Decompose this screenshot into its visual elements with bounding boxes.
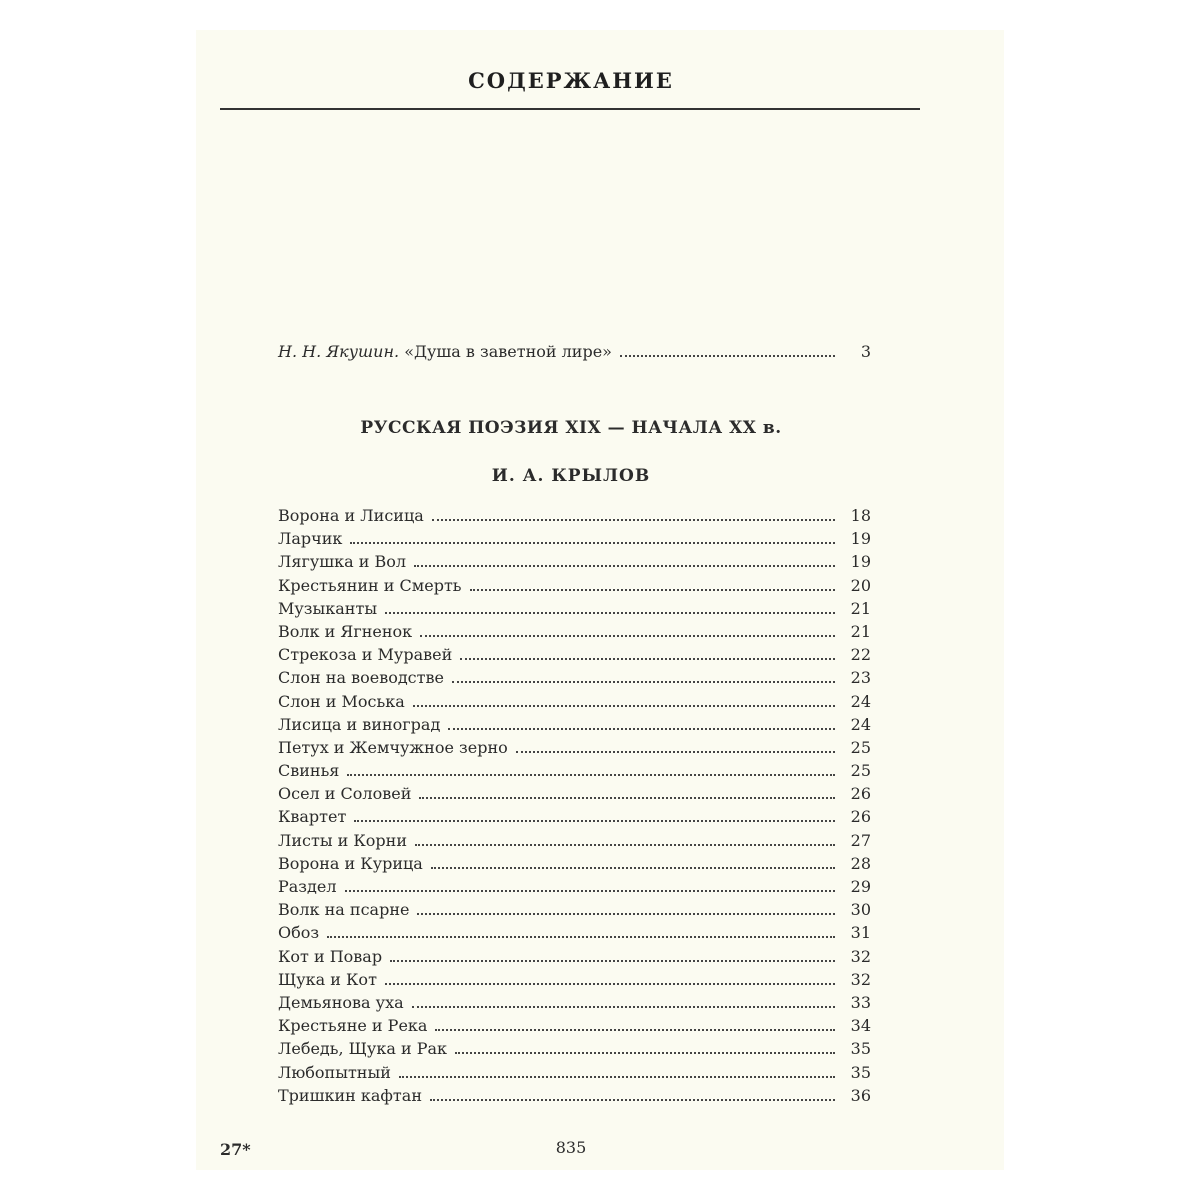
toc-entry-page: 25 — [850, 761, 871, 781]
toc-entry — [278, 1014, 871, 1037]
toc-entry-title: Демьянова уха — [278, 992, 404, 1012]
toc-entry-page: 30 — [850, 900, 871, 920]
dot-leader — [350, 542, 835, 544]
dot-leader — [435, 1029, 835, 1031]
toc-list — [278, 504, 871, 1107]
toc-entry — [278, 643, 871, 666]
toc-entry-page: 28 — [850, 853, 871, 873]
intro-author: Н. Н. Якушин. — [278, 342, 400, 361]
toc-entry — [278, 1037, 871, 1060]
dot-leader — [432, 519, 835, 521]
dot-leader — [413, 705, 835, 707]
toc-entry-title: Музыканты — [278, 598, 378, 618]
toc-entry-page: 36 — [850, 1085, 871, 1105]
toc-entry-title: Кот и Повар — [278, 946, 383, 966]
dot-leader — [354, 820, 835, 822]
dot-leader — [399, 1076, 835, 1078]
dot-leader — [414, 565, 835, 567]
dot-leader — [390, 960, 835, 962]
toc-entry-page: 35 — [850, 1039, 871, 1059]
toc-entry-title: Лисица и виноград — [278, 714, 441, 734]
toc-entry-page: 24 — [850, 714, 871, 734]
toc-entry-page: 32 — [850, 969, 871, 989]
toc-entry — [278, 574, 871, 597]
dot-leader — [420, 635, 835, 637]
toc-entry-page: 33 — [850, 992, 871, 1012]
title-divider — [220, 108, 920, 110]
toc-entry-page: 35 — [850, 1062, 871, 1082]
toc-entry — [278, 1061, 871, 1084]
toc-entry-title: Слон и Моська — [278, 691, 405, 711]
intro-page-number: 3 — [860, 342, 871, 361]
dot-leader — [455, 1052, 835, 1054]
toc-entry-page: 26 — [850, 807, 871, 827]
toc-entry — [278, 550, 871, 573]
dot-leader — [415, 844, 835, 846]
page-number: 835 — [555, 1138, 587, 1157]
toc-entry-title: Лягушка и Вол — [278, 552, 407, 572]
toc-entry-page: 19 — [850, 552, 871, 572]
toc-entry-page: 22 — [850, 645, 871, 665]
toc-entry-title: Раздел — [278, 877, 337, 896]
toc-entry — [278, 898, 871, 921]
dot-leader — [385, 983, 835, 985]
toc-entry — [278, 782, 871, 805]
dot-leader — [448, 728, 835, 730]
toc-entry-title: Ларчик — [278, 529, 343, 549]
toc-entry — [278, 921, 871, 944]
toc-intro-entry — [278, 342, 871, 361]
toc-entry — [278, 829, 871, 852]
toc-entry-page: 19 — [850, 529, 871, 549]
toc-entry — [278, 736, 871, 759]
toc-entry — [278, 759, 871, 782]
toc-entry-title: Волк на псарне — [278, 900, 410, 920]
toc-entry — [278, 504, 871, 527]
toc-entry-page: 24 — [850, 691, 871, 711]
toc-entry-page: 32 — [850, 946, 871, 966]
toc-entry — [278, 690, 871, 713]
dot-leader — [385, 612, 835, 614]
toc-entry — [278, 527, 871, 550]
toc-entry — [278, 597, 871, 620]
dot-leader — [452, 681, 835, 683]
toc-entry — [278, 620, 871, 643]
toc-entry-page: 26 — [850, 784, 871, 804]
toc-entry-title: Крестьянин и Смерть — [278, 575, 462, 595]
toc-entry-page: 21 — [850, 621, 871, 641]
dot-leader — [431, 867, 835, 869]
toc-entry-page: 21 — [850, 598, 871, 618]
toc-entry — [278, 852, 871, 875]
toc-entry — [278, 713, 871, 736]
toc-entry-page: 29 — [850, 877, 871, 896]
toc-entry-title: Стрекоза и Муравей — [278, 645, 453, 665]
toc-entry-title: Петух и Жемчужное зерно — [278, 737, 508, 757]
toc-entry-title: Тришкин кафтан — [278, 1085, 422, 1105]
toc-entry-title: Обоз — [278, 923, 320, 943]
dot-leader — [417, 913, 835, 915]
page-title: СОДЕРЖАНИЕ — [468, 68, 674, 93]
toc-entry-page: 25 — [850, 737, 871, 757]
toc-entry-page: 34 — [850, 1016, 871, 1036]
toc-entry-title: Любопытный — [278, 1062, 391, 1082]
signature-mark: 27* — [220, 1140, 251, 1159]
dot-leader — [327, 936, 835, 938]
dot-leader — [460, 658, 835, 660]
toc-entry-page: 20 — [850, 575, 871, 595]
toc-entry-title: Ворона и Лисица — [278, 506, 424, 525]
toc-entry-title: Листы и Корни — [278, 830, 407, 850]
toc-entry — [278, 805, 871, 828]
toc-entry — [278, 666, 871, 689]
toc-entry-title: Щука и Кот — [278, 969, 377, 989]
toc-entry-title: Лебедь, Щука и Рак — [278, 1039, 448, 1059]
toc-entry — [278, 875, 871, 898]
dot-leader — [516, 751, 835, 753]
author-heading: И. А. КРЫЛОВ — [491, 466, 651, 486]
toc-entry-title: Слон на воеводстве — [278, 668, 444, 688]
dot-leader — [419, 797, 835, 799]
toc-entry-page: 31 — [850, 923, 871, 943]
toc-entry-title: Свинья — [278, 761, 340, 781]
section-title: РУССКАЯ ПОЭЗИЯ XIX — НАЧАЛА XX в. — [360, 418, 782, 438]
toc-entry-page: 18 — [850, 506, 871, 525]
dot-leader — [620, 355, 835, 357]
toc-entry-page: 27 — [850, 830, 871, 850]
dot-leader — [345, 890, 835, 892]
toc-entry-title: Квартет — [278, 807, 347, 827]
dot-leader — [412, 1006, 835, 1008]
toc-entry — [278, 968, 871, 991]
dot-leader — [430, 1099, 835, 1101]
toc-entry-title: Ворона и Курица — [278, 853, 423, 873]
intro-title: «Душа в заветной лире» — [404, 342, 612, 361]
toc-entry — [278, 991, 871, 1014]
dot-leader — [470, 589, 836, 591]
toc-entry-title: Волк и Ягненок — [278, 621, 413, 641]
toc-entry — [278, 945, 871, 968]
toc-entry-page: 23 — [850, 668, 871, 688]
toc-entry-title: Крестьяне и Река — [278, 1016, 428, 1036]
toc-entry-title: Осел и Соловей — [278, 784, 412, 804]
toc-entry — [278, 1084, 871, 1107]
dot-leader — [347, 774, 835, 776]
book-page — [196, 30, 1004, 1170]
